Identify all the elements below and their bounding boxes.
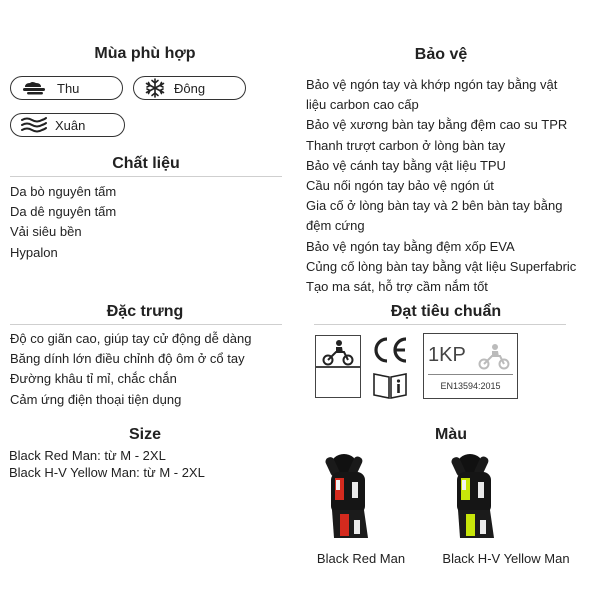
color-caption-black-red: Black Red Man (316, 551, 406, 566)
season-pill-autumn (10, 76, 123, 100)
material-list (10, 182, 116, 263)
material-item: Da bò nguyên tấm (10, 184, 117, 199)
autumn-weather-icon (21, 80, 49, 96)
protection-item: Bảo vệ cánh tay bằng vật liệu TPU (306, 157, 506, 173)
protection-item: Thanh trượt carbon ở lòng bàn tay (306, 137, 506, 153)
size-list (9, 447, 205, 481)
protection-item: đệm cứng (306, 218, 365, 234)
user-manual-icon (372, 370, 408, 400)
material-item: Hypalon (10, 244, 58, 260)
ce-mark (371, 335, 409, 365)
size-item: Black Red Man: từ M - 2XL (9, 448, 166, 463)
wind-icon (21, 116, 47, 134)
features-divider (10, 324, 282, 325)
season-label-autumn: Thu (57, 80, 80, 96)
motorcyclist-pictogram-icon (474, 340, 514, 372)
snowflake-icon (144, 78, 166, 98)
protection-item: Củng cố lòng bàn tay bằng vật liệu Superfabric (306, 258, 577, 274)
feature-item: Độ co giãn cao, giúp tay cử động dễ dàng (10, 331, 252, 346)
season-label-spring: Xuân (55, 117, 86, 133)
protection-item: Bảo vệ ngón tay bằng đệm xốp EVA (306, 238, 515, 254)
material-item: Vải siêu bền (10, 224, 82, 240)
protection-item: Gia cố ở lòng bàn tay và 2 bên bàn tay bằng (306, 198, 563, 214)
features-list (10, 329, 251, 410)
feature-item: Cảm ứng điện thoại tiện dụng (10, 391, 182, 407)
protection-item: Bảo vệ ngón tay và khớp ngón tay bằng vật (306, 77, 558, 92)
material-heading: Chất liệu (112, 155, 180, 172)
protection-heading: Bảo vệ (414, 46, 468, 63)
season-heading: Mùa phù hợp (94, 45, 196, 62)
protection-item: Cầu nối ngón tay bảo vệ ngón út (306, 178, 494, 194)
protection-item: Bảo vệ xương bàn tay bằng đệm cao su TPR (306, 117, 568, 133)
protection-item: Tạo ma sát, hỗ trợ cầm nắm tốt (306, 279, 488, 295)
season-label-winter: Đông (174, 80, 206, 96)
glove-black-yellow-image (448, 452, 508, 542)
protection-list (306, 75, 576, 297)
season-pill-winter (133, 76, 246, 100)
material-item: Da dê nguyên tấm (10, 204, 117, 220)
feature-item: Băng dính lớn điều chỉnh độ ôm ở cổ tay (10, 351, 245, 367)
standards-heading: Đạt tiêu chuẩn (390, 303, 502, 320)
color-heading: Màu (435, 426, 467, 443)
protection-item: liệu carbon cao cấp (306, 97, 419, 113)
color-caption-black-yellow: Black H-V Yellow Man (442, 551, 570, 566)
standards-divider (314, 324, 566, 325)
size-item: Black H-V Yellow Man: từ M - 2XL (9, 465, 205, 480)
standard-norm: EN13594:2015 (440, 381, 501, 391)
feature-item: Đường khâu tỉ mỉ, chắc chắn (10, 371, 177, 387)
features-heading: Đặc trưng (106, 303, 184, 320)
glove-black-red-image (322, 452, 382, 542)
standard-label-box (423, 333, 518, 399)
size-heading: Size (128, 426, 161, 443)
season-pill-spring (10, 113, 125, 137)
motorcyclist-cert-icon (315, 335, 361, 398)
protection-level: 1KP (428, 344, 466, 366)
material-divider (10, 176, 282, 177)
